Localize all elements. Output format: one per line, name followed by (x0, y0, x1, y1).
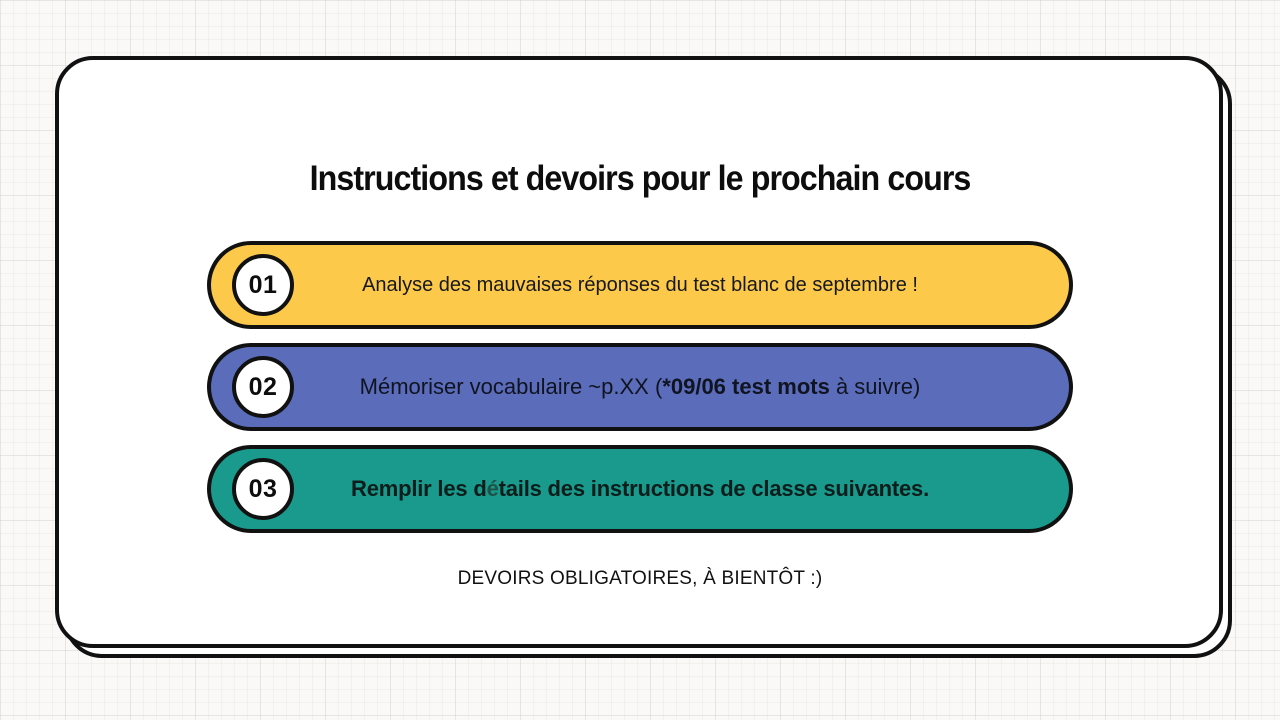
badge-number: 03 (248, 474, 278, 503)
item-text-segment: tails des instructions de classe suivantes. (498, 476, 929, 501)
list-item-1 (207, 241, 1073, 329)
number-badge-1 (232, 254, 294, 316)
item-text-segment: à suivre) (829, 374, 921, 399)
item-text-1: Analyse des mauvaises réponses du test blanc de septembre ! (362, 273, 918, 296)
list-item-2 (207, 343, 1073, 431)
badge-number: 01 (248, 270, 278, 299)
number-badge-2 (232, 356, 294, 418)
number-badge-3 (232, 458, 294, 520)
footer-note: DEVOIRS OBLIGATOIRES, À BIENTÔT :) (457, 568, 823, 589)
item-text-3 (255, 476, 1025, 502)
list-item-3 (207, 445, 1073, 533)
page-title: Instructions et devoirs pour le prochain cours (309, 159, 971, 198)
homework-list (207, 241, 1073, 533)
item-text-accent-glyph: é (486, 476, 499, 501)
item-text-2 (264, 374, 1017, 400)
item-text-segment: Mémoriser vocabulaire ~p.XX ( (359, 374, 663, 399)
badge-number: 02 (248, 372, 278, 401)
item-text-bold-segment: *09/06 test mots (662, 374, 830, 399)
item-text-segment: Remplir les d (351, 476, 487, 501)
